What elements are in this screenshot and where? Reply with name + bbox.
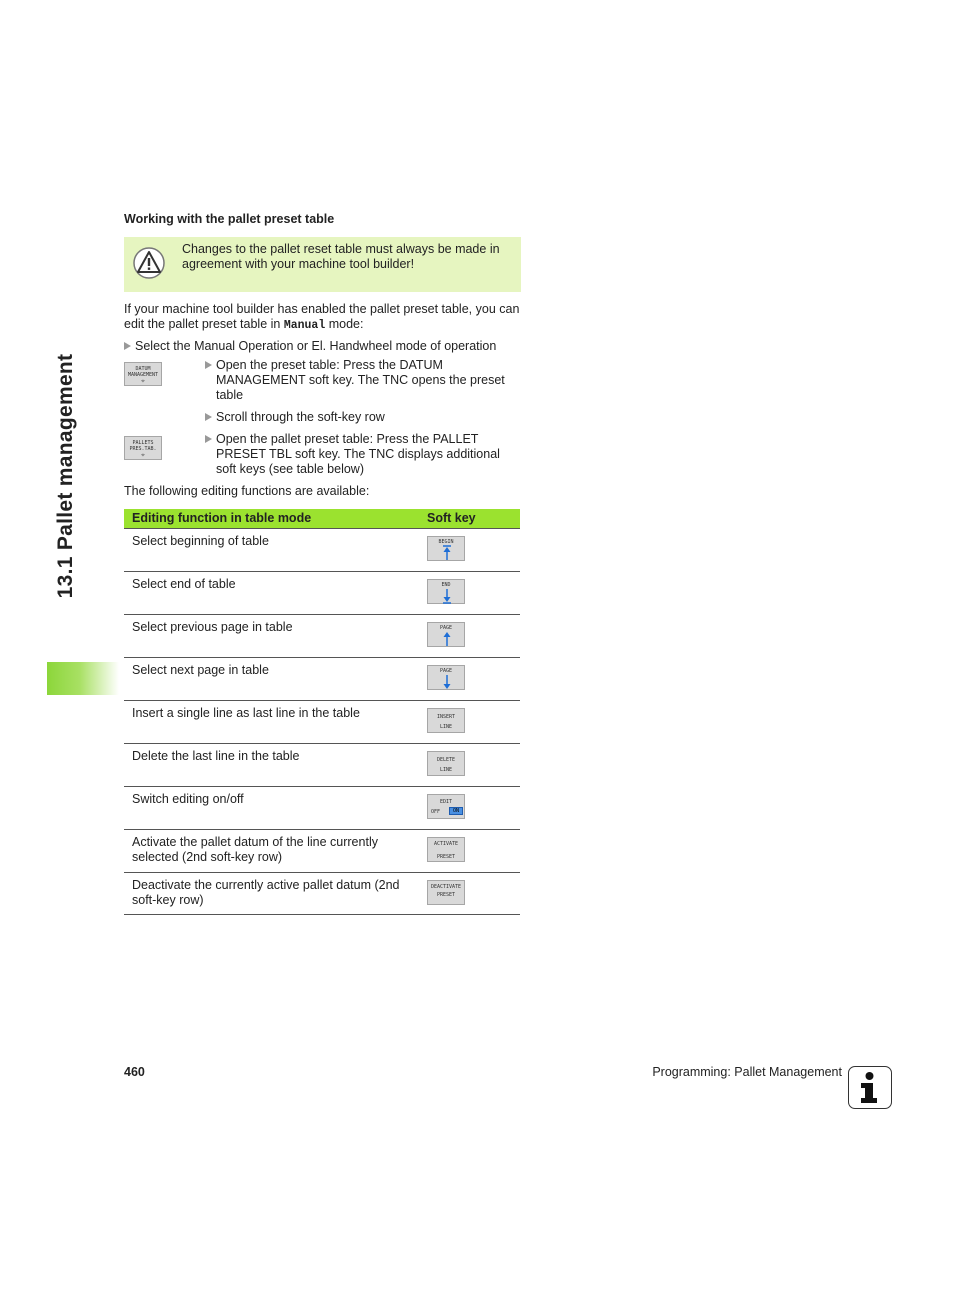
table-row: Activate the pallet datum of the line currently selected (2nd soft-key row) ACTIVATE PRESET (124, 830, 520, 873)
table-row: Select beginning of table BEGIN (124, 529, 520, 572)
chapter-tab-marker (47, 662, 119, 695)
table-row: Delete the last line in the table DELETE LINE (124, 744, 520, 787)
mode-name: Manual (283, 319, 326, 332)
insert-line-softkey[interactable]: INSERT LINE (427, 708, 465, 733)
table-row: Insert a single line as last line in the table INSERT LINE (124, 701, 520, 744)
footer-title: Programming: Pallet Management (652, 1065, 842, 1079)
crosshair-icon: ⌖ (141, 377, 145, 385)
table-row: Deactivate the currently active pallet datum (2nd soft-key row) DEACTIVATE PRESET (124, 873, 520, 915)
bullet-triangle-icon (205, 435, 212, 443)
table-row: Select previous page in table PAGE (124, 615, 520, 658)
bullet-triangle-icon (205, 361, 212, 369)
edit-on-indicator: ON (449, 807, 463, 815)
table-row: Select end of table END (124, 572, 520, 615)
arrow-down-icon (442, 674, 452, 690)
warning-text: Changes to the pallet reset table must always be made in agreement with your machine tool builder! (182, 242, 500, 271)
functions-intro: The following editing functions are available: (124, 484, 370, 498)
page-down-softkey[interactable]: PAGE (427, 665, 465, 690)
crosshair-icon: ⌖ (141, 451, 145, 459)
arrow-up-icon (442, 631, 452, 647)
section-heading: Working with the pallet preset table (124, 212, 335, 226)
page-up-softkey[interactable]: PAGE (427, 622, 465, 647)
delete-line-softkey[interactable]: DELETE LINE (427, 751, 465, 776)
bullet-triangle-icon (205, 413, 212, 421)
warning-icon (133, 247, 165, 284)
table-row: Switch editing on/off EDIT OFF ON (124, 787, 520, 830)
datum-management-softkey[interactable]: DATUM MANAGEMENT ⌖ (124, 362, 162, 386)
table-row: Select next page in table PAGE (124, 658, 520, 701)
pallet-preset-softkey[interactable]: PALLETS PRES.TAB. ⌖ (124, 436, 162, 460)
info-icon (848, 1066, 892, 1109)
edit-toggle-softkey[interactable]: EDIT OFF ON (427, 794, 465, 819)
intro-paragraph: If your machine tool builder has enabled the pallet preset table, you can edit the pallet preset table in Manual mode: (124, 302, 520, 332)
page-number: 460 (124, 1065, 145, 1079)
arrow-down-to-bottom-icon (442, 588, 452, 604)
table-header: Editing function in table mode Soft key (124, 509, 520, 528)
warning-note (124, 237, 521, 292)
begin-softkey[interactable]: BEGIN (427, 536, 465, 561)
editing-functions-table (124, 509, 520, 915)
activate-preset-softkey[interactable]: ACTIVATE PRESET (427, 837, 465, 862)
bullet-triangle-icon (124, 342, 131, 350)
end-softkey[interactable]: END (427, 579, 465, 604)
arrow-up-to-top-icon (442, 545, 452, 561)
deactivate-preset-softkey[interactable]: DEACTIVATE PRESET (427, 880, 465, 905)
